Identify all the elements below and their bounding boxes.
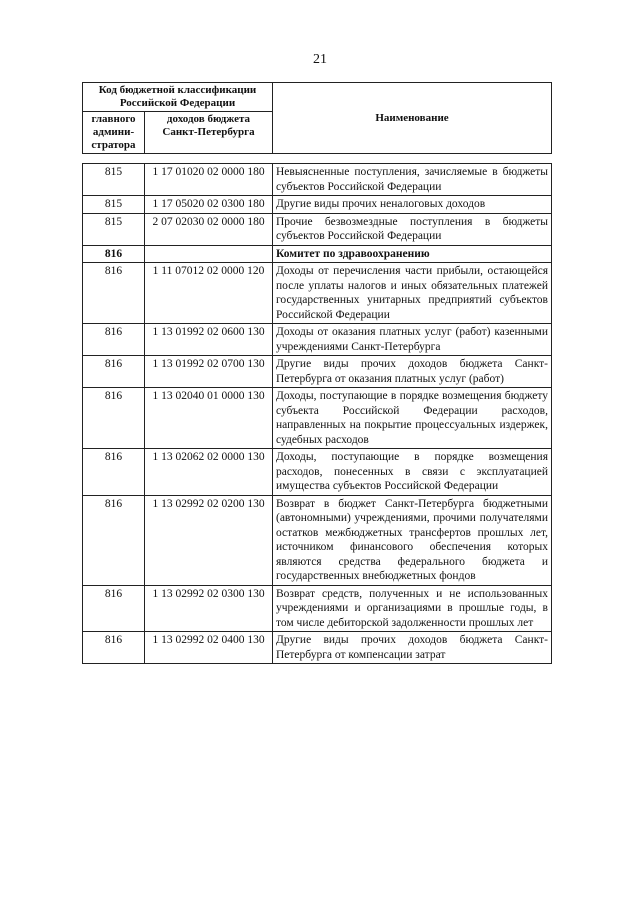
revenue-name-cell: Возврат средств, полученных и не использованных учреждениями и организациями в прошлые годы, в том числе дебиторской задолженности прошлых лет xyxy=(273,585,552,632)
admin-code-cell: 816 xyxy=(83,449,145,496)
admin-code-cell: 816 xyxy=(83,585,145,632)
revenue-code-cell: 1 17 01020 02 0000 180 xyxy=(145,164,273,196)
table-row xyxy=(83,263,552,324)
admin-code-cell: 815 xyxy=(83,164,145,196)
revenue-code-cell: 1 11 07012 02 0000 120 xyxy=(145,263,273,324)
revenue-code-cell: 1 13 02040 01 0000 130 xyxy=(145,388,273,449)
revenue-name-cell: Комитет по здравоохранению xyxy=(273,245,552,263)
admin-code-cell: 816 xyxy=(83,632,145,664)
admin-code-cell: 816 xyxy=(83,356,145,388)
table-row xyxy=(83,213,552,245)
budget-revenue-header: доходов бюджета Санкт-Петербурга xyxy=(145,112,273,154)
table-row xyxy=(83,164,552,196)
revenue-code-cell: 1 13 02992 02 0400 130 xyxy=(145,632,273,664)
revenue-code-cell: 2 07 02030 02 0000 180 xyxy=(145,213,273,245)
revenue-code-cell: 1 17 05020 02 0300 180 xyxy=(145,196,273,214)
table-row xyxy=(83,449,552,496)
classification-code-header: Код бюджетной классификации Российской Федерации xyxy=(83,83,273,112)
table-row xyxy=(83,388,552,449)
revenue-code-cell: 1 13 02062 02 0000 130 xyxy=(145,449,273,496)
revenue-name-cell: Невыясненные поступления, зачисляемые в бюджеты субъектов Российской Федерации xyxy=(273,164,552,196)
revenue-code-cell: 1 13 02992 02 0200 130 xyxy=(145,495,273,585)
admin-code-cell: 816 xyxy=(83,495,145,585)
page-number: 21 xyxy=(313,52,327,67)
table-row xyxy=(83,585,552,632)
table-body xyxy=(83,164,552,664)
admin-code-cell: 815 xyxy=(83,196,145,214)
table-row xyxy=(83,324,552,356)
admin-code-cell: 815 xyxy=(83,213,145,245)
main-administrator-header: главного админи-стратора xyxy=(83,112,145,154)
admin-code-cell: 816 xyxy=(83,263,145,324)
header-row-top xyxy=(83,83,552,112)
revenue-name-cell: Доходы от перечисления части прибыли, остающейся после уплаты налогов и иных обязательных платежей государственных унитарных предприятий субъектов Российской Федерации xyxy=(273,263,552,324)
admin-code-cell: 816 xyxy=(83,388,145,449)
table-row xyxy=(83,632,552,664)
revenue-name-cell: Доходы, поступающие в порядке возмещения расходов, понесенных в связи с эксплуатацией имущества субъектов Российской Федерации xyxy=(273,449,552,496)
revenue-code-cell xyxy=(145,245,273,263)
admin-code-cell: 816 xyxy=(83,324,145,356)
table-row xyxy=(83,356,552,388)
revenue-name-cell: Другие виды прочих доходов бюджета Санкт-Петербурга от компенсации затрат xyxy=(273,632,552,664)
admin-code-cell: 816 xyxy=(83,245,145,263)
name-column-header: Наименование xyxy=(273,83,552,154)
table-row xyxy=(83,495,552,585)
table-header xyxy=(82,82,552,154)
table-row xyxy=(83,245,552,263)
revenue-name-cell: Другие виды прочих доходов бюджета Санкт-Петербурга от оказания платных услуг (работ) xyxy=(273,356,552,388)
revenue-name-cell: Доходы от оказания платных услуг (работ) казенными учреждениями Санкт-Петербурга xyxy=(273,324,552,356)
revenue-name-cell: Доходы, поступающие в порядке возмещения бюджету субъекта Российской Федерации расходов, направленных на покрытие процессуальных издержек, судебных расходов xyxy=(273,388,552,449)
revenue-name-cell: Другие виды прочих неналоговых доходов xyxy=(273,196,552,214)
table-row xyxy=(83,196,552,214)
revenue-name-cell: Возврат в бюджет Санкт-Петербурга бюджетными (автономными) учреждениями, прочими получателями остатков межбюджетных трансфертов прошлых лет, источником финансового обеспечения которых являются средства федерального бюджета и государственных внебюджетных фондов xyxy=(273,495,552,585)
budget-table xyxy=(82,163,552,664)
revenue-code-cell: 1 13 02992 02 0300 130 xyxy=(145,585,273,632)
revenue-code-cell: 1 13 01992 02 0700 130 xyxy=(145,356,273,388)
revenue-code-cell: 1 13 01992 02 0600 130 xyxy=(145,324,273,356)
revenue-name-cell: Прочие безвозмездные поступления в бюджеты субъектов Российской Федерации xyxy=(273,213,552,245)
